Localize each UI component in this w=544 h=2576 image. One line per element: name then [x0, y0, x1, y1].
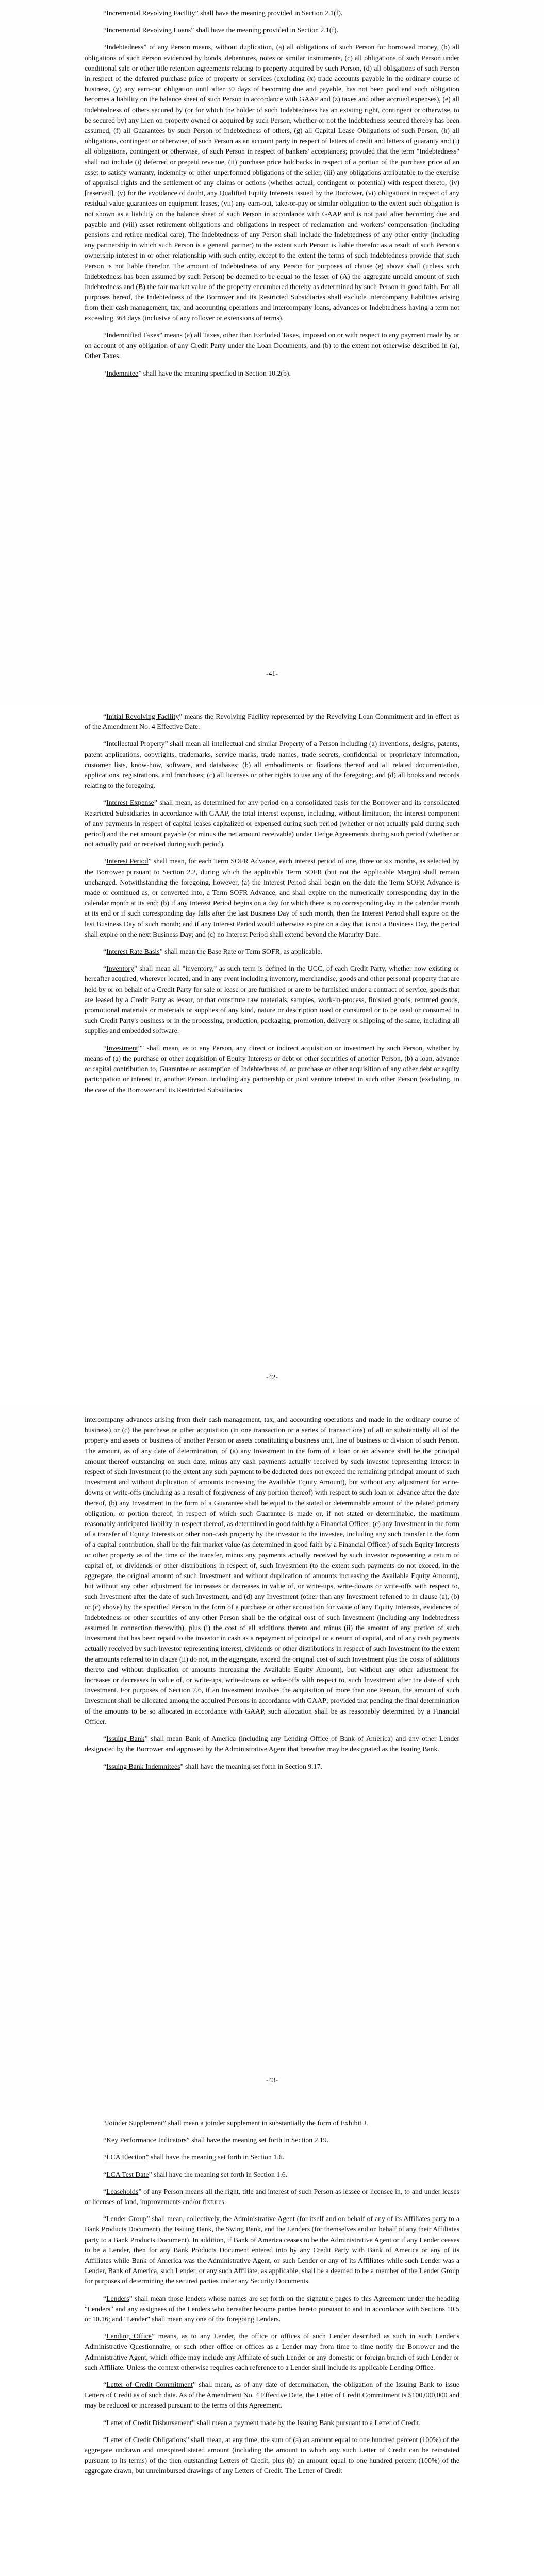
- defined-term: Joinder Supplement: [106, 2119, 163, 2127]
- definition-body: shall mean a payment made by the Issuing Bank pursuant to a Letter of Credit.: [195, 2418, 421, 2427]
- defined-term: Indemnified Taxes: [106, 331, 159, 339]
- defined-term: Investment: [106, 1044, 138, 1052]
- defined-term: Intellectual Property: [106, 740, 165, 748]
- definition-body: means, as to any Lender, the office or offices of such Lender described as such in such Lender's Administrative Questionnaire, or such other office or offices as a Lender may from time to time notify the Borrower and the Administrative Agent, which office may include any Affiliate of such Lender or any domestic or foreign branch of such Lender or such Affiliate. Unless the context otherwise requires each reference to a Lender shall include its applicable Lending Office.: [85, 2332, 459, 2371]
- page-41: [0, 0, 544, 703]
- definition-paragraph: “Issuing Bank Indemnitees” shall have the meaning set forth in Section 9.17.: [103, 1762, 322, 1770]
- defined-term: Interest Rate Basis: [106, 947, 160, 956]
- defined-term: LCA Election: [106, 2153, 146, 2161]
- definition-body: shall have the meaning provided in Section 2.1(f).: [198, 9, 343, 17]
- definition-paragraph: “Letter of Credit Disbursement” shall mean a payment made by the Issuing Bank pursuant to a Letter of Credit.: [103, 2418, 421, 2427]
- defined-term: Interest Period: [106, 857, 149, 866]
- definition-paragraph: “Intellectual Property” shall mean all intellectual and similar Property of a Person including (a) inventions, designs, patents, patent applications, copyrights, trademarks, service marks, trade names, trade secrets, confidential or proprietary information, customer lists, know-how, software, and databases; (b) all embodiments or fixations thereof and all related documentation, applications, registrations, and franchises; (c) all licenses or other rights to use any of the foregoing; and (d) all books and records relating to the foregoing.: [85, 740, 459, 790]
- definition-paragraph: “Interest Rate Basis” shall mean the Base Rate or Term SOFR, as applicable.: [103, 947, 322, 956]
- definition-paragraph: “Incremental Revolving Loans” shall have the meaning provided in Section 2.1(f).: [103, 26, 338, 35]
- definition-body: means (a) all Taxes, other than Excluded Taxes, imposed on or with respect to any payment made by or on account of any obligation of any Credit Party under the Loan Documents, and (b) to the extent not otherwise described in (a), Other Taxes.: [85, 331, 459, 360]
- definition-body: of any Person means all the right, title and interest of such Person as lessee or licensee in, to and under leases or licenses of land, improvements and/or fixtures.: [85, 2187, 459, 2206]
- definition-paragraph: “Investment”" shall mean, as to any Person, any direct or indirect acquisition or investment by such Person, whether by means of (a) the purchase or other acquisition of Equity Interests or debt or other securities of another Person, (b) a loan, advance or capital contribution to, Guarantee or assumption of Indebtedness of, or purchase or other acquisition of any other debt or equity participation or interest in, another Person, including any partnership or joint venture interest in such other Person (excluding, in the case of the Borrower and its Restricted Subsidiaries: [85, 1044, 459, 1094]
- definition-paragraph: “Indemnitee” shall have the meaning specified in Section 10.2(b).: [103, 369, 291, 377]
- defined-term: Issuing Bank: [106, 1735, 145, 1743]
- definition-body: shall mean those lenders whose names are set forth on the signature pages to this Agreement under the heading "Lenders" and any assignees of the Lenders who hereafter become parties hereto pursuant to and in accordance with Sections 10.5 or 10.16; and "Lender" shall mean any one of the foregoing Lenders.: [85, 2294, 459, 2324]
- definition-body: shall mean, for each Term SOFR Advance, each interest period of one, three or six months, as selected by the Borrower pursuant to Section 2.2, during which the applicable Term SOFR (but not the Applicable Margin) shall remain unchanged. Notwithstanding the foregoing, however, (a) the Interest Period shall begin on the date the Term SOFR Advance is made or continued as, or converted into, a Term SOFR Advance, and shall expire on the numerically corresponding day in the calendar month at its end; (b) if any Interest Period begins on a day for which there is no corresponding day in the calendar month at its end or if such corresponding day falls after the last Business Day of such month, then the Interest Period shall expire on the last Business Day of such month; and if any Interest Period would otherwise expire on a day that is not a Business Day, the period shall expire on the next Business Day; and (c) no Interest Period shall extend beyond the Maturity Date.: [85, 857, 460, 938]
- definition-paragraph: “Issuing Bank” shall mean Bank of America (including any Lending Office of Bank of America) and any other Lender designated by the Borrower and approved by the Administrative Agent that hereafter may be designated as the Issuing Bank.: [85, 1735, 459, 1753]
- defined-term: Issuing Bank Indemnitees: [106, 1762, 180, 1770]
- defined-term: Lenders: [106, 2294, 129, 2302]
- definition-body: shall mean, as determined for any period on a consolidated basis for the Borrower and its consolidated Restricted Subsidiaries in accordance with GAAP, the total interest expense, including, without limitation, the interest component of any payments in respect of capital leases capitalized or expensed during such period (whether or not actually paid during such period) and the net amount payable (or minus the net amount receivable) under Hedge Agreements during such period (whether or not actually paid or received during such period).: [85, 799, 459, 849]
- page-number: -41-: [266, 670, 278, 677]
- defined-term: Letter of Credit Commitment: [106, 2381, 193, 2389]
- definition-paragraph: “Letter of Credit Commitment” shall mean, as of any date of determination, the obligation of the Issuing Bank to issue Letters of Credit as of such date. As of the Amendment No. 4 Effective Date, the Letter of Credit Commitment is $100,000,000 and may be reduced or increased pursuant to the terms of this Agreement.: [85, 2381, 459, 2410]
- defined-term: Interest Expense: [106, 799, 154, 807]
- definition-body: shall have the meaning set forth in Section 1.6.: [152, 2170, 288, 2178]
- definition-paragraph: “Letter of Credit Obligations” shall mean, at any time, the sum of (a) an amount equal to one hundred percent (100%) of the aggregate undrawn and unexpired stated amount (including the amount to which any such Letter of Credit can be reinstated pursuant to its terms) of the then outstanding Letters of Credit, plus (b) an amount equal to one hundred percent (100%) of the aggregate drawn, but unreimbursed drawings of any Letters of Credit. The Letter of Credit: [85, 2435, 459, 2475]
- definition-paragraph: “Incremental Revolving Facility” shall have the meaning provided in Section 2.1(f).: [103, 9, 343, 17]
- definition-paragraph: “LCA Test Date” shall have the meaning set forth in Section 1.6.: [103, 2170, 288, 2178]
- definition-body: shall have the meaning set forth in Section 2.19.: [189, 2136, 329, 2144]
- definition-body: shall mean, collectively, the Administrative Agent (for itself and on behalf of any of its Affiliates party to a Bank Products Document), the Issuing Bank, the Swing Bank, and the Lenders (for themselves and on behalf of any their Affiliates party to a Bank Products Document). In addition, if Bank of America ceases to be the Administrative Agent or if any Lender ceases to be a Lender, then for any Bank Products Document entered into by any Credit Party with Bank of America or any of its Affiliates while Bank of America was the Administrative Agent, or such Lender or any of its Affiliates while such Lender was a Lender, Bank of America, such Lender, or any such Affiliate, as applicable, shall be a deemed to be a member of the Lender Group for purposes of determining the secured parties under any Security Documents.: [85, 2215, 459, 2285]
- definition-body: of any Person means, without duplication, (a) all obligations of such Person for borrowed money, (b) all obligations of such Person evidenced by bonds, debentures, notes or similar instruments, (c) all obligations of such Person under conditional sale or other title retention agreements relating to property acquired by such Person, (d) all obligations of such Person in respect of the deferred purchase price of property or services (excluding (x) trade accounts payable in the ordinary course of business, (y) any earn-out obligation until after 30 days of becoming due and payable, has not been paid and such obligation becomes a liability on the balance sheet of such Person in accordance with GAAP and (z) taxes and other accrued expenses), (e) all Indebtedness of others secured by (or for which the holder of such Indebtedness has an existing right, contingent or otherwise, to be secured by) any Lien on property owned or acquired by such Person, whether or not the Indebtedness secured thereby has been assumed, (f) all Guarantees by such Person of Indebtedness of others, (g) all Capital Lease Obligations of such Person, (h) all obligations, contingent or otherwise, of such Person as an account party in respect of letters of credit and letters of guaranty and (i) all obligations, contingent or otherwise, of such Person in respect of bankers' acceptances; provided that the term "Indebtedness" shall not include (i) deferred or prepaid revenue, (ii) purchase price holdbacks in respect of a portion of the purchase price of an asset to satisfy warranty, indemnity or other unperformed obligations of the seller, (iii) any obligations attributable to the exercise of appraisal rights and the settlement of any claims or actions (whether actual, contingent or potential) with respect thereto, (iv) [reserved], (v) for the avoidance of doubt, any Qualified Equity Interests issued by the Borrower, (vi) obligations in respect of any residual value guarantees on equipment leases, (vii) any earn-out, take-or-pay or similar obligation to the extent such obligation is not shown as a liability on the balance sheet of such Person in accordance with GAAP and is not paid after becoming due and payable and (viii) asset retirement obligations and obligations in respect of reclamation and workers' compensation (including pensions and retiree medical care). The Indebtedness of any Person shall include the Indebtedness of any other entity (including any partnership in which such Person is a general partner) to the extent such Person is liable therefor as a result of such Person's ownership interest in or other relationship with such entity, except to the extent the terms of such Indebtedness provide that such Person is not liable therefor. The amount of Indebtedness of any Person for purposes of clause (e) above shall (unless such Indebtedness has been assumed by such Person) be deemed to be equal to the lesser of (A) the aggregate unpaid amount of such Indebtedness and (B) the fair market value of the property encumbered thereby as determined by such Person in good faith. For all purposes hereof, the Indebtedness of the Borrower and its Restricted Subsidiaries shall exclude intercompany liabilities arising from their cash management, tax, and accounting operations and intercompany loans, advances or Indebtedness having a term not exceeding 364 days (inclusive of any rollover or extensions of terms).: [85, 43, 459, 322]
- definition-body: shall have the meaning specified in Section 10.2(b).: [141, 369, 291, 377]
- definition-body: shall mean all intellectual and similar Property of a Person including (a) inventions, designs, patents, patent applications, copyrights, trademarks, service marks, trade names, trade secrets, confidential or proprietary information, customer lists, know-how, software, and databases; (b) all embodiments or fixations thereof and all related documentation, applications, registrations, and franchises; (c) all licenses or other rights to use any of the foregoing; and (d) all books and records relating to the foregoing.: [85, 740, 459, 790]
- definition-paragraph: “Initial Revolving Facility” means the Revolving Facility represented by the Revolving Loan Commitment and in effect as of the Amendment No. 4 Effective Date.: [85, 713, 459, 731]
- definition-body: shall mean Bank of America (including any Lending Office of Bank of America) and any other Lender designated by the Borrower and approved by the Administrative Agent that hereafter may be designated as the Issuing Bank.: [85, 1735, 459, 1753]
- defined-term: Lending Office: [106, 2332, 152, 2341]
- defined-term: LCA Test Date: [106, 2170, 149, 2178]
- defined-term: Letter of Credit Obligations: [106, 2435, 186, 2444]
- definition-body: shall mean the Base Rate or Term SOFR, as applicable.: [162, 947, 322, 956]
- definition-paragraph: “Joinder Supplement” shall mean a joinder supplement in substantially the form of Exhibit J.: [103, 2119, 368, 2127]
- defined-term: Lender Group: [106, 2215, 147, 2223]
- definition-paragraph: “Inventory” shall mean all "inventory," as such term is defined in the UCC, of each Credit Party, whether now existing or hereafter acquired, wherever located, and in any event including inventory, merchandise, goods and other personal property that are held by or on behalf of a Credit Party for sale or lease or are furnished or are to be furnished under a contract of service, goods that are leased by a Credit Party as lessor, or that constitute raw materials, samples, work-in-process, finished goods, returned goods, promotional materials or materials or supplies of any kind, nature or description used or consumed or to be used or consumed in such Credit Party's business or in the processing, production, packaging, promotion, delivery or shipping of the same, including all supplies and embedded software.: [85, 964, 459, 1035]
- definition-paragraph: “Indemnified Taxes” means (a) all Taxes, other than Excluded Taxes, imposed on or with respect to any payment made by or on account of any obligation of any Credit Party under the Loan Documents, and (b) to the extent not otherwise described in (a), Other Taxes.: [85, 331, 459, 360]
- page-number: -42-: [266, 1373, 278, 1381]
- defined-term: Indemnitee: [106, 369, 139, 377]
- defined-term: Key Performance Indicators: [106, 2136, 187, 2144]
- page-42: [0, 703, 544, 1406]
- definition-paragraph: “Indebtedness” of any Person means, without duplication, (a) all obligations of such Person for borrowed money, (b) all obligations of such Person evidenced by bonds, debentures, notes or similar instruments, (c) all obligations of such Person under conditional sale or other title retention agreements relating to property acquired by such Person, (d) all obligations of such Person in respect of the deferred purchase price of property or services (excluding (x) trade accounts payable in the ordinary course of business, (y) any earn-out obligation until after 30 days of becoming due and payable, has not been paid and such obligation becomes a liability on the balance sheet of such Person in accordance with GAAP and (z) taxes and other accrued expenses), (e) all Indebtedness of others secured by (or for which the holder of such Indebtedness has an existing right, contingent or otherwise, to be secured by) any Lien on property owned or acquired by such Person, whether or not the Indebtedness secured thereby has been assumed, (f) all Guarantees by such Person of Indebtedness of others, (g) all Capital Lease Obligations of such Person, (h) all obligations, contingent or otherwise, of such Person as an account party in respect of letters of credit and letters of guaranty and (i) all obligations, contingent or otherwise, of such Person in respect of bankers' acceptances; provided that the term "Indebtedness" shall not include (i) deferred or prepaid revenue, (ii) purchase price holdbacks in respect of a portion of the purchase price of an asset to satisfy warranty, indemnity or other unperformed obligations of the seller, (iii) any obligations attributable to the exercise of appraisal rights and the settlement of any claims or actions (whether actual, contingent or potential) with respect thereto, (iv) [reserved], (v) for the avoidance of doubt, any Qualified Equity Interests issued by the Borrower, (vi) obligations in respect of any residual value guarantees on equipment leases, (vii) any earn-out, take-or-pay or similar obligation to the extent such obligation is not shown as a liability on the balance sheet of such Person in accordance with GAAP and is not paid after becoming due and payable and (viii) asset retirement obligations and obligations in respect of reclamation and workers' compensation (including pensions and retiree medical care). The Indebtedness of any Person shall include the Indebtedness of any other entity (including any partnership in which such Person is a general partner) to the extent such Person is liable therefor as a result of such Person's ownership interest in or other relationship with such entity, except to the extent the terms of such Indebtedness provide that such Person is not liable therefor. The amount of Indebtedness of any Person for purposes of clause (e) above shall (unless such Indebtedness has been assumed by such Person) be deemed to be equal to the lesser of (A) the aggregate unpaid amount of such Indebtedness and (B) the fair market value of the property encumbered thereby as determined by such Person in good faith. For all purposes hereof, the Indebtedness of the Borrower and its Restricted Subsidiaries shall exclude intercompany liabilities arising from their cash management, tax, and accounting operations and intercompany loans, advances or Indebtedness having a term not exceeding 364 days (inclusive of any rollover or extensions of terms).: [85, 43, 459, 322]
- defined-term: Incremental Revolving Facility: [106, 9, 195, 17]
- definition-body: shall mean, as of any date of determination, the obligation of the Issuing Bank to issue Letters of Credit as of such date. As of the Amendment No. 4 Effective Date, the Letter of Credit Commitment is $100,000,000 and may be reduced or increased pursuant to the terms of this Agreement.: [85, 2381, 459, 2410]
- page-number: -43-: [266, 2076, 278, 2084]
- defined-term: Initial Revolving Facility: [106, 713, 179, 720]
- definition-paragraph: “Lender Group” shall mean, collectively, the Administrative Agent (for itself and on behalf of any of its Affiliates party to a Bank Products Document), the Issuing Bank, the Swing Bank, and the Lenders (for themselves and on behalf of any their Affiliates party to a Bank Products Document). In addition, if Bank of America ceases to be the Administrative Agent or if any Lender ceases to be a Lender, then for any Bank Products Document entered into by any Credit Party with Bank of America or any of its Affiliates while Bank of America was the Administrative Agent, or such Lender or any of its Affiliates while such Lender was a Lender, Bank of America, such Lender, or any such Affiliate, as applicable, shall be a deemed to be a member of the Lender Group for purposes of determining the secured parties under any Security Documents.: [85, 2215, 459, 2285]
- definition-body: means the Revolving Facility represented by the Revolving Loan Commitment and in effect as of the Amendment No. 4 Effective Date.: [85, 713, 459, 731]
- definition-body: shall have the meaning provided in Section 2.1(f).: [194, 26, 338, 35]
- definition-paragraph: “Interest Period” shall mean, for each Term SOFR Advance, each interest period of one, three or six months, as selected by the Borrower pursuant to Section 2.2, during which the applicable Term SOFR (but not the Applicable Margin) shall remain unchanged. Notwithstanding the foregoing, however, (a) the Interest Period shall begin on the date the Term SOFR Advance is made or continued as, or converted into, a Term SOFR Advance, and shall expire on the numerically corresponding day in the calendar month at its end; (b) if any Interest Period begins on a day for which there is no corresponding day in the calendar month at its end or if such corresponding day falls after the last Business Day of such month, then the Interest Period shall expire on the last Business Day of such month; and if any Interest Period would otherwise expire on a day that is not a Business Day, the period shall expire on the next Business Day; and (c) no Interest Period shall extend beyond the Maturity Date.: [85, 857, 460, 938]
- definition-body: shall have the meaning set forth in Section 9.17.: [183, 1762, 322, 1770]
- defined-term: Incremental Revolving Loans: [106, 26, 191, 35]
- defined-term: Indebtedness: [106, 43, 144, 52]
- definition-body: shall have the meaning set forth in Section 1.6.: [149, 2153, 284, 2161]
- definition-body: shall mean all "inventory," as such term is defined in the UCC, of each Credit Party, whether now existing or hereafter acquired, wherever located, and in any event including inventory, merchandise, goods and other personal property that are held by or on behalf of a Credit Party for sale or lease or are furnished or are to be furnished under a contract of service, goods that are leased by a Credit Party as lessor, or that constitute raw materials, samples, work-in-process, finished goods, returned goods, promotional materials or materials or supplies of any kind, nature or description used or consumed or to be used or consumed in such Credit Party's business or in the processing, production, packaging, promotion, delivery or shipping of the same, including all supplies and embedded software.: [85, 964, 459, 1035]
- definition-paragraph: “LCA Election” shall have the meaning set forth in Section 1.6.: [103, 2153, 284, 2161]
- definition-body: intercompany advances arising from their cash management, tax, and accounting operations and made in the ordinary course of business) or (c) the purchase or other acquisition (in one transaction or a series of transactions) of all or substantially all of the property and assets or business of another Person or assets constituting a business unit, line of business or division of such Person. The amount, as of any date of determination, of (a) any Investment in the form of a loan or an advance shall be the principal amount thereof outstanding on such date, minus any cash payments actually received by such investor representing interest in respect of such Investment (to the extent any such payment to be deducted does not exceed the remaining principal amount of such Investment and without duplication of amounts increasing the Available Equity Amount), but without any adjustment for write-downs or write-offs (including as a result of forgiveness of any portion thereof) with respect to such loan or advance after the date thereof, (b) any Investment in the form of a Guarantee shall be equal to the stated or determinable amount of the related primary obligation, or portion thereof, in respect of which such Guarantee is made or, if not stated or determinable, the maximum reasonably anticipated liability in respect thereof, as determined in good faith by a Financial Officer, (c) any Investment in the form of a transfer of Equity Interests or other non-cash property by the investor to the investee, including any such transfer in the form of a capital contribution, shall be the fair market value (as determined in good faith by a Financial Officer) of such Equity Interests or other property as of the time of the transfer, minus any payments actually received by such investor representing a return of capital of, or dividends or other distributions in respect of, such Investment (to the extent such payments do not exceed, in the aggregate, the original amount of such Investment and without duplication of amounts increasing the Available Equity Amount), but without any other adjustment for increases or decreases in value of, or write-ups, write-downs or write-offs with respect to, such Investment after the date of such Investment, and (d) any Investment (other than any Investment referred to in clause (a), (b) or (c) above) by the specified Person in the form of a purchase or other acquisition for value of any Equity Interests, evidences of Indebtedness or other securities of any other Person shall be the original cost of such Investment (including any Indebtedness assumed in connection therewith), plus (i) the cost of all additions thereto and minus (ii) the amount of any portion of such Investment that has been repaid to the investor in cash as a repayment of principal or a return of capital, and of any cash payments actually received by such investor representing interest, dividends or other distributions in respect of such Investment (to the extent the amounts referred to in clause (ii) do not, in the aggregate, exceed the original cost of such Investment plus the costs of additions thereto and without duplication of amounts increasing the Available Equity Amount), but without any other adjustment for increases or decreases in value of, or write-ups, write-downs or write-offs with respect to, such Investment after the date of such Investment. For purposes of Section 7.6, if an Investment involves the acquisition of more than one Person, the amount of such Investment shall be allocated among the acquired Persons in accordance with GAAP; provided that pending the final determination of the amounts to be so allocated in accordance with GAAP, such allocation shall be as reasonably determined by a Financial Officer.: [85, 1416, 459, 1725]
- definition-paragraph: “Key Performance Indicators” shall have the meaning set forth in Section 2.19.: [103, 2136, 329, 2144]
- defined-term: Letter of Credit Disbursement: [106, 2418, 192, 2427]
- page-43: [0, 1406, 544, 2110]
- continuation-paragraph: [85, 1415, 459, 1727]
- defined-term: Inventory: [106, 964, 134, 973]
- definition-body: shall mean, at any time, the sum of (a) an amount equal to one hundred percent (100%) of the aggregate undrawn and unexpired stated amount (including the amount to which any such Letter of Credit can be reinstated pursuant to its terms) of the then outstanding Letters of Credit, plus (b) an amount equal to one hundred percent (100%) of the aggregate drawn, but unreimbursed drawings of any Letters of Credit. The Letter of Credit: [85, 2435, 459, 2475]
- page-44: [0, 2110, 544, 2576]
- definition-paragraph: “Lenders” shall mean those lenders whose names are set forth on the signature pages to this Agreement under the heading "Lenders" and any assignees of the Lenders who hereafter become parties hereto pursuant to and in accordance with Sections 10.5 or 10.16; and "Lender" shall mean any one of the foregoing Lenders.: [85, 2294, 459, 2324]
- definition-body: " shall mean, as to any Person, any direct or indirect acquisition or investment by such Person, whether by means of (a) the purchase or other acquisition of Equity Interests or debt or other securities of another Person, (b) a loan, advance or capital contribution to, Guarantee or assumption of Indebtedness of, or purchase or other acquisition of any other debt or equity participation or interest in, another Person, including any partnership or joint venture interest in such other Person (excluding, in the case of the Borrower and its Restricted Subsidiaries: [85, 1044, 459, 1094]
- definition-paragraph: “Lending Office” means, as to any Lender, the office or offices of such Lender described as such in such Lender's Administrative Questionnaire, or such other office or offices as a Lender may from time to time notify the Borrower and the Administrative Agent, which office may include any Affiliate of such Lender or any domestic or foreign branch of such Lender or such Affiliate. Unless the context otherwise requires each reference to a Lender shall include its applicable Lending Office.: [85, 2332, 459, 2371]
- definition-body: shall mean a joinder supplement in substantially the form of Exhibit J.: [166, 2119, 368, 2127]
- definition-paragraph: “Interest Expense” shall mean, as determined for any period on a consolidated basis for the Borrower and its consolidated Restricted Subsidiaries in accordance with GAAP, the total interest expense, including, without limitation, the interest component of any payments in respect of capital leases capitalized or expensed during such period (whether or not actually paid during such period) and the net amount payable (or minus the net amount receivable) under Hedge Agreements during such period (whether or not actually paid or received during such period).: [85, 799, 459, 849]
- defined-term: Leaseholds: [106, 2187, 139, 2195]
- definition-paragraph: “Leaseholds” of any Person means all the right, title and interest of such Person as lessee or licensee in, to and under leases or licenses of land, improvements and/or fixtures.: [85, 2187, 459, 2206]
